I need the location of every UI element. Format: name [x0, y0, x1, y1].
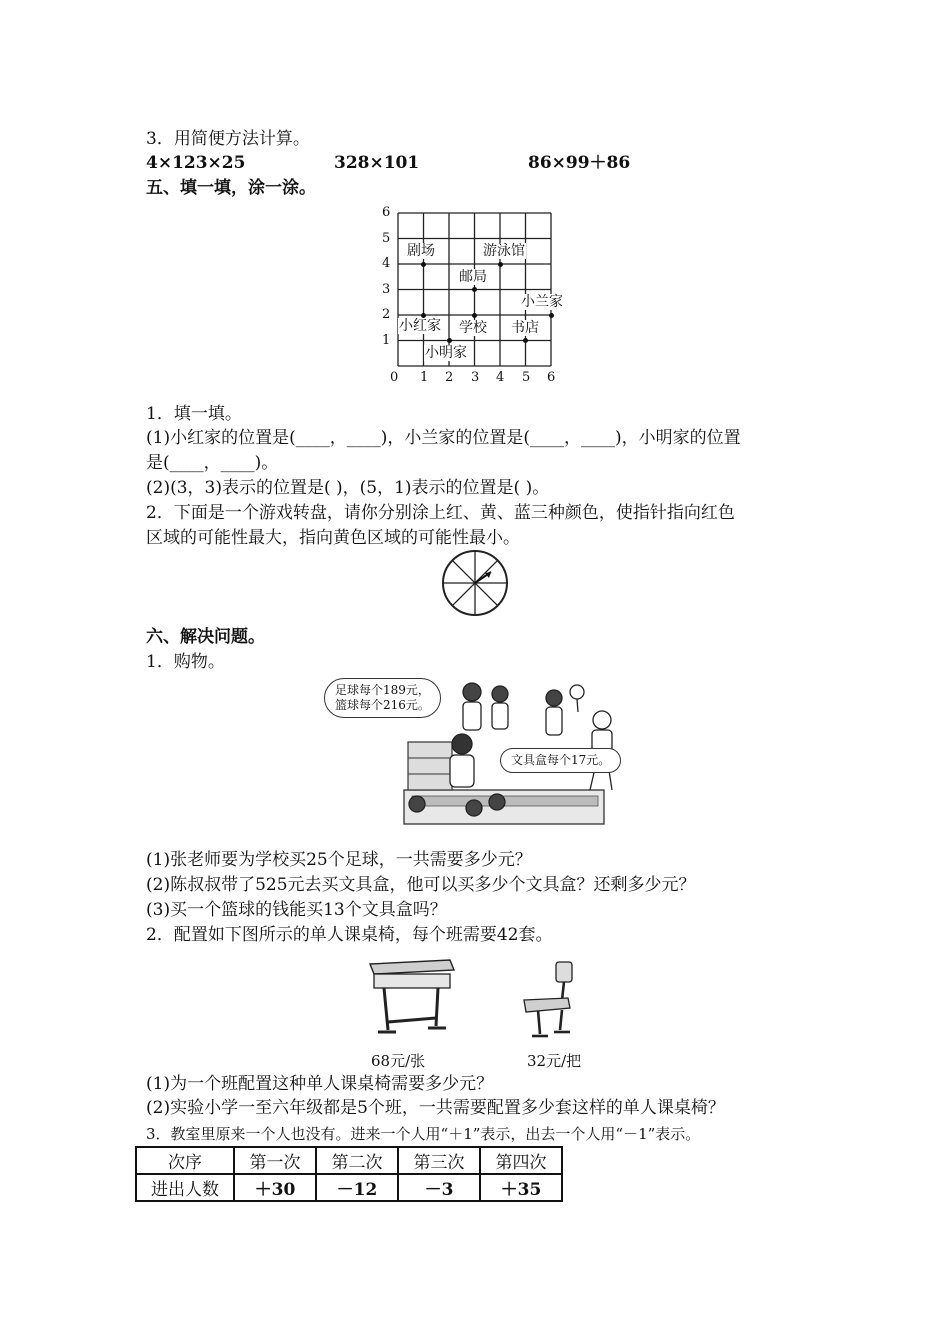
shopping-illustration: [322, 672, 622, 830]
y-tick-4: 4: [382, 256, 391, 271]
table-header-row: [136, 1147, 562, 1174]
point-school: [472, 313, 477, 318]
point-bookstore: [523, 338, 528, 343]
header-order: 次序: [136, 1147, 234, 1174]
x-tick-4: 4: [496, 370, 505, 385]
x-tick-6: 6: [547, 370, 556, 385]
q3-title: 3．用简便方法计算。: [146, 129, 310, 149]
shopping-title: 1．购物。: [146, 652, 225, 672]
fill-line-3: (2)(3，3)表示的位置是( )，(5，1)表示的位置是( )。: [146, 478, 550, 498]
game-spinner: [440, 548, 510, 618]
y-tick-2: 2: [382, 307, 391, 322]
label-xiaoming: 小明家: [425, 345, 467, 361]
people-title: 3．教室里原来一个人也没有。进来一个人用“＋1”表示，出去一个人用“－1”表示。: [146, 1125, 701, 1143]
point-xiaoming: [447, 338, 452, 343]
row-label: 进出人数: [136, 1174, 234, 1201]
expr-3: 86×99＋86: [528, 153, 631, 173]
fill-line-1: (1)小红家的位置是(____，____)，小兰家的位置是(____，____)，小明家的位置: [146, 428, 741, 448]
y-tick-6: 6: [382, 205, 391, 220]
point-pool: [498, 262, 503, 267]
point-post: [472, 287, 477, 292]
point-theater: [421, 262, 426, 267]
fill-title: 1．填一填。: [146, 404, 242, 424]
spinner-text-1: 2．下面是一个游戏转盘，请你分别涂上红、黄、蓝三种颜色，使指针指向红色: [146, 503, 735, 523]
value-first: ＋30: [234, 1174, 316, 1201]
label-school: 学校: [459, 320, 487, 336]
y-tick-3: 3: [382, 282, 391, 297]
shop-question-2: (2)陈叔叔带了525元去买文具盒，他可以买多少个文具盒？还剩多少元？: [146, 875, 696, 895]
header-third: 第三次: [398, 1147, 480, 1174]
bubble-basketball-price: 篮球每个216元。: [335, 698, 430, 712]
expr-1: 4×123×25: [146, 153, 246, 173]
chair-price: 32元/把: [527, 1052, 582, 1070]
coordinate-grid: [376, 205, 576, 390]
header-fourth: 第四次: [480, 1147, 562, 1174]
header-second: 第二次: [316, 1147, 398, 1174]
label-xiaolan: 小兰家: [521, 294, 563, 310]
fill-line-2: 是(____，____)。: [146, 453, 279, 473]
price-bubble-balls: [324, 678, 441, 718]
table-row: [136, 1174, 562, 1201]
label-pool: 游泳馆: [483, 243, 525, 259]
value-second: －12: [316, 1174, 398, 1201]
desk-question-2: (2)实验小学一至六年级都是5个班，一共需要配置多少套这样的单人课桌椅？: [146, 1098, 725, 1118]
desk-price: 68元/张: [371, 1052, 426, 1070]
price-bubble-pencil-case: 文具盒每个17元。: [500, 748, 621, 773]
desk-question-1: (1)为一个班配置这种单人课桌椅需要多少元？: [146, 1074, 494, 1094]
value-fourth: ＋35: [480, 1174, 562, 1201]
value-third: －3: [398, 1174, 480, 1201]
section-6-title: 六、解决问题。: [146, 627, 265, 647]
desk-drawing: [362, 956, 462, 1041]
x-tick-3: 3: [471, 370, 480, 385]
x-tick-5: 5: [522, 370, 531, 385]
shop-question-3: (3)买一个篮球的钱能买13个文具盒吗？: [146, 900, 447, 920]
spinner-text-2: 区域的可能性最大，指向黄色区域的可能性最小。: [146, 528, 520, 548]
y-tick-1: 1: [382, 333, 391, 348]
section-5-title: 五、填一填，涂一涂。: [146, 178, 316, 198]
x-tick-1: 1: [420, 370, 429, 385]
header-first: 第一次: [234, 1147, 316, 1174]
label-theater: 剧场: [407, 243, 435, 259]
x-tick-2: 2: [445, 370, 454, 385]
shop-question-1: (1)张老师要为学校买25个足球，一共需要多少元？: [146, 850, 532, 870]
x-tick-0: 0: [390, 370, 399, 385]
label-xiaohong: 小红家: [399, 318, 441, 334]
people-table: [135, 1146, 563, 1202]
point-xiaolan: [549, 313, 554, 318]
chair-drawing: [518, 958, 588, 1043]
y-tick-5: 5: [382, 231, 391, 246]
label-bookstore: 书店: [511, 320, 539, 336]
label-post: 邮局: [459, 269, 487, 285]
desk-title: 2．配置如下图所示的单人课桌椅，每个班需要42套。: [146, 925, 553, 945]
bubble-football-price: 足球每个189元，: [335, 683, 430, 697]
expr-2: 328×101: [334, 153, 420, 173]
